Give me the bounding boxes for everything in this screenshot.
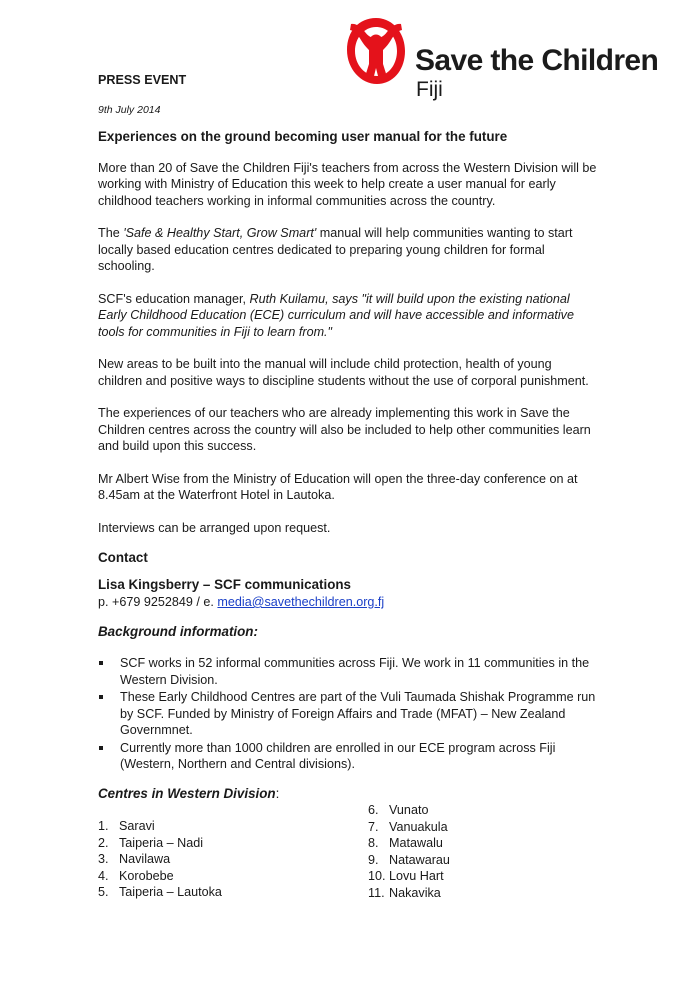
contact-line	[98, 594, 598, 611]
centre-number: 5.	[98, 885, 109, 899]
centre-item	[98, 835, 222, 852]
centre-item	[368, 868, 450, 885]
logo-country: Fiji	[416, 78, 443, 101]
background-bullet: Currently more than 1000 children are enrolled in our ECE program across Fiji (Western, Northern and Central divisions).	[98, 740, 598, 773]
paragraph-5: The experiences of our teachers who are already implementing this work in Save the Children centres across the country will also be included to help other communities learn and build upon this success.	[98, 406, 591, 453]
centres-heading-colon: :	[275, 785, 280, 801]
paragraph-7: Interviews can be arranged upon request.	[98, 520, 331, 535]
manual-title: 'Safe & Healthy Start, Grow Smart'	[123, 226, 317, 240]
centre-number: 6.	[368, 803, 379, 817]
background-heading: Background information:	[98, 623, 258, 639]
press-release	[98, 72, 598, 922]
centre-item	[98, 884, 222, 901]
centre-name: Lovu Hart	[389, 869, 444, 883]
centres-heading	[98, 786, 598, 803]
centre-name: Matawalu	[389, 836, 443, 850]
headline: Experiences on the ground becoming user manual for the future	[98, 129, 508, 144]
centres-column-left	[98, 818, 222, 901]
centres-list	[98, 802, 598, 922]
quote: Ruth Kuilamu, says "it will build upon the existing national Early Childhood Education (ECE) curriculum and will have accessible and informative tools for communities in Fiji to learn from."	[98, 291, 574, 339]
paragraph-2-text-end: manual will help communities wanting to start locally based education centres dedicated to preparing young children for formal schooling.	[98, 226, 573, 273]
centre-number: 4.	[98, 868, 109, 883]
contact-name: Lisa Kingsberry – SCF communications	[98, 576, 351, 592]
centre-item	[368, 835, 450, 852]
paragraph-6: Mr Albert Wise from the Ministry of Education will open the three-day conference on at 8.45am at the Waterfront Hotel in Lautoka.	[98, 471, 578, 502]
centres-heading-text: Centres in Western Division	[98, 785, 276, 801]
centre-name: Nakavika	[389, 885, 441, 900]
centre-item	[368, 819, 450, 836]
paragraph-3	[98, 291, 598, 341]
contact-phone: p. +679 9252849 / e.	[98, 595, 218, 609]
paragraph-4: New areas to be built into the manual will include child protection, health of young children and positive ways to discipline students without the use of corporal punishment.	[98, 357, 589, 388]
centre-number: 7.	[368, 819, 379, 834]
centre-name: Natawarau	[389, 852, 450, 867]
paragraph-2-text: The	[98, 226, 124, 240]
centre-name: Vanuakula	[389, 819, 448, 834]
centre-number: 3.	[98, 852, 109, 866]
centre-number: 10.	[368, 869, 386, 883]
centre-name: Navilawa	[119, 852, 171, 866]
centre-item	[368, 885, 450, 902]
background-bullet: These Early Childhood Centres are part of the Vuli Taumada Shishak Programme run by SCF. Funded by Ministry of Foreign Affairs and Trade (MFAT) – New Zealand Governmnet.	[98, 689, 598, 739]
centre-number: 11.	[368, 885, 385, 900]
centre-number: 1.	[98, 819, 109, 833]
logo-wordmark: Save the Children	[415, 44, 659, 77]
document-date: 9th July 2014	[98, 103, 161, 116]
centre-item	[98, 868, 222, 885]
centre-name: Vunato	[389, 803, 429, 817]
centres-column-right	[368, 802, 450, 901]
background-list	[98, 655, 598, 773]
centre-number: 2.	[98, 835, 109, 850]
document-label: PRESS EVENT	[98, 73, 187, 87]
centre-item	[98, 851, 222, 868]
centre-name: Korobebe	[119, 868, 174, 883]
contact-email-link[interactable]: media@savethechildren.org.fj	[217, 595, 385, 609]
background-bullet: SCF works in 52 informal communities across Fiji. We work in 11 communities in the Western Division.	[98, 655, 598, 688]
centre-name: Taiperia – Lautoka	[119, 885, 222, 899]
centre-name: Taiperia – Nadi	[119, 835, 204, 850]
centre-item	[368, 802, 450, 819]
centre-item	[98, 818, 222, 835]
contact-heading: Contact	[98, 550, 148, 565]
centre-number: 8.	[368, 836, 379, 850]
paragraph-1: More than 20 of Save the Children Fiji's teachers from across the Western Division will be working with Ministry of Education this week to help create a user manual for early childhood teachers working in informal communities across the country.	[98, 160, 597, 208]
paragraph-3-text: SCF's education manager,	[98, 291, 250, 306]
centre-item	[368, 852, 450, 869]
centre-number: 9.	[368, 852, 379, 867]
centre-name: Saravi	[119, 819, 155, 833]
paragraph-2	[98, 225, 598, 275]
